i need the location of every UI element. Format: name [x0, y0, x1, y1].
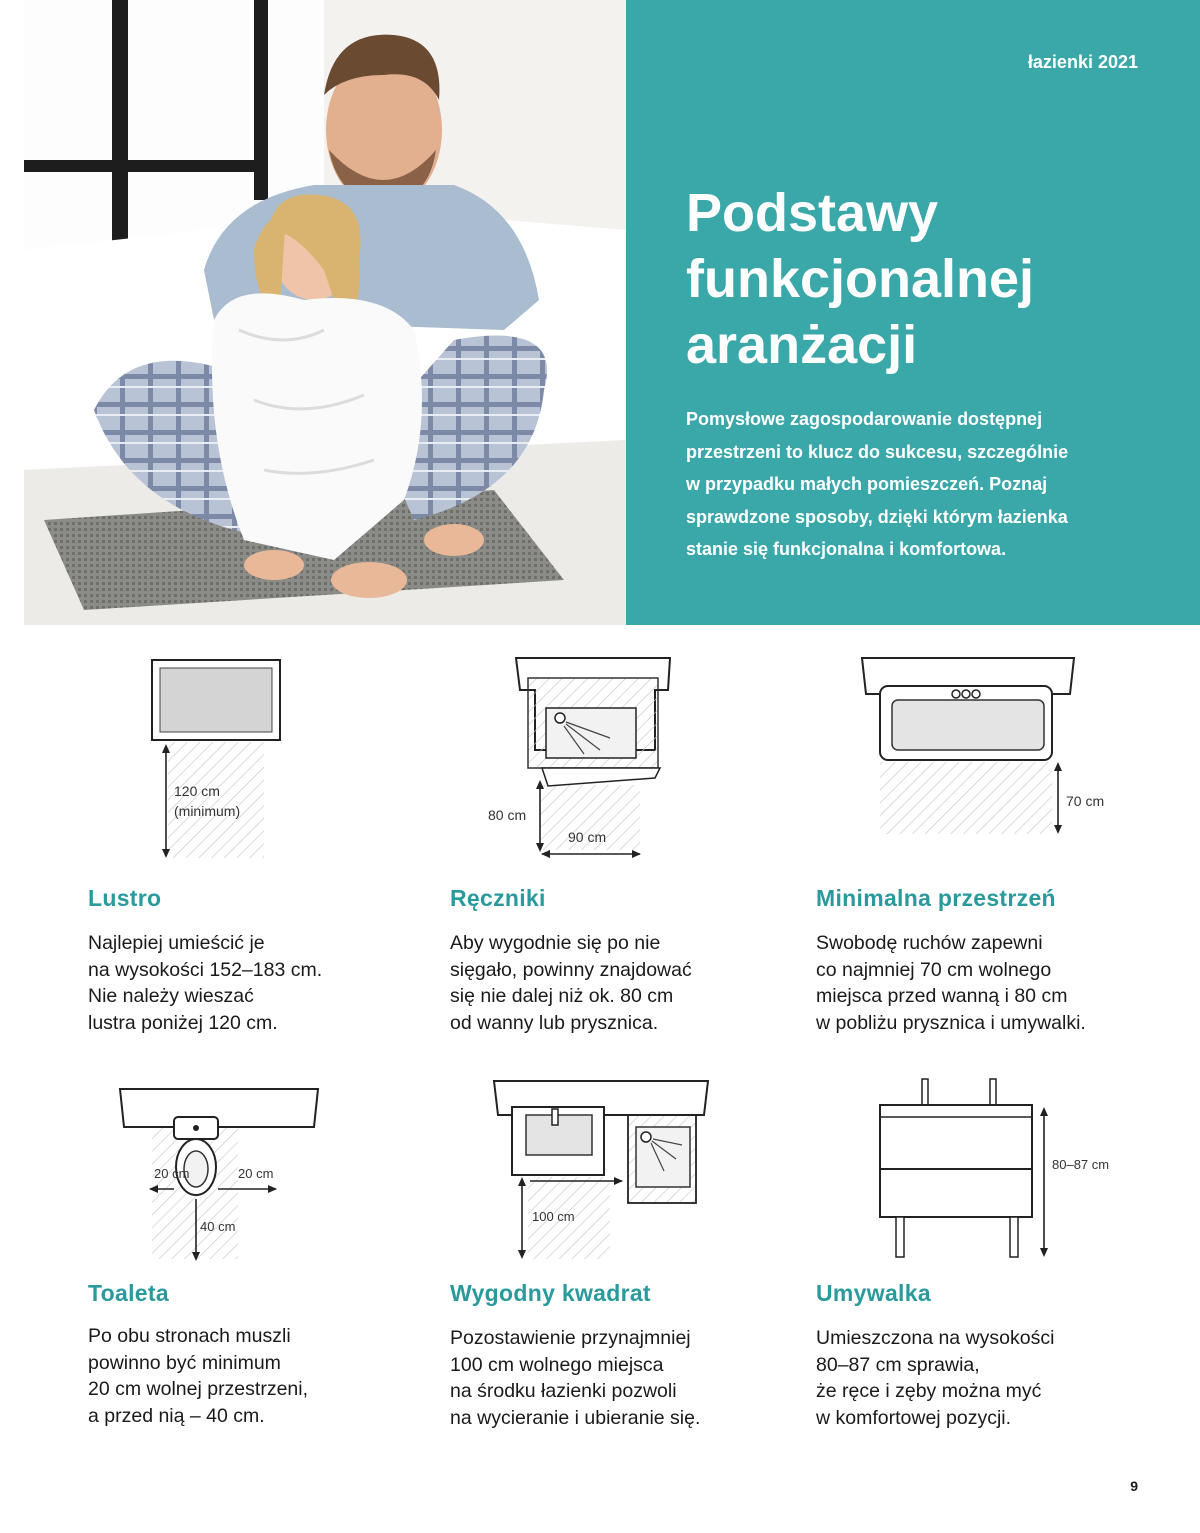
tip-washbasin — [816, 1075, 1156, 1455]
tip-line: Aby wygodnie się po nie — [450, 932, 661, 954]
hero-photo — [24, 0, 626, 625]
dimension-label: 20 cm — [154, 1166, 190, 1181]
lead-line: sprawdzone sposoby, dzięki którym łazienka — [686, 506, 1068, 527]
shower-head-icon — [641, 1132, 651, 1142]
tip-body — [816, 1325, 1054, 1431]
mirror-diagram — [88, 650, 428, 865]
bathtub-diagram — [816, 650, 1156, 865]
tip-body — [88, 930, 322, 1036]
tip-line: powinno być minimum — [88, 1351, 281, 1374]
towels-diagram — [450, 650, 790, 865]
intro-panel — [626, 0, 1200, 625]
tip-body — [816, 930, 1086, 1036]
tip-line: na wysokości 152–183 cm. — [88, 958, 323, 981]
tip-title: Wygodny kwadrat — [450, 1280, 651, 1306]
mirror-glass — [160, 668, 272, 732]
tip-line: miejsca przed wanną i 80 cm — [816, 985, 1068, 1007]
tip-line: co najmniej 70 cm wolnego — [816, 958, 1052, 981]
faucet-icon — [990, 1079, 996, 1105]
washbasin — [526, 1115, 592, 1155]
faucet-icon — [962, 690, 970, 698]
tip-line: w komfortowej pozycji. — [816, 1406, 1012, 1429]
tip-line: w pobliżu prysznica i umywalki. — [816, 1011, 1086, 1034]
tip-line: się nie dalej niż ok. 80 cm — [450, 985, 674, 1007]
dimension-label: 80–87 cm — [1052, 1157, 1110, 1172]
tip-line: lustra poniżej 120 cm. — [88, 1011, 278, 1034]
vanity-unit — [880, 1105, 1032, 1217]
tip-line: Nie należy wieszać — [88, 985, 254, 1007]
tip-line: od wanny lub prysznica. — [450, 1011, 659, 1034]
faucet-icon — [952, 690, 960, 698]
open-door — [542, 768, 660, 786]
tip-title: Umywalka — [816, 1280, 931, 1306]
tip-title: Lustro — [88, 885, 162, 911]
faucet-icon — [552, 1109, 558, 1125]
tip-title: Toaleta — [88, 1280, 169, 1306]
tip-line: na wycieranie i ubieranie się. — [450, 1406, 701, 1429]
tip-min-space — [816, 650, 1156, 1040]
tip-title: Ręczniki — [450, 885, 546, 911]
title-line: aranżacji — [686, 315, 918, 375]
father-daughter-illustration — [24, 0, 626, 625]
clearance-zone — [168, 742, 264, 858]
toilet-diagram — [88, 1075, 428, 1270]
tip-towels — [450, 650, 790, 1040]
tip-body — [450, 930, 692, 1036]
lead-line: Pomysłowe zagospodarowanie dostępnej — [686, 409, 1043, 429]
clearance-zone — [880, 762, 1052, 834]
tip-mirror — [88, 650, 428, 1040]
tip-title: Minimalna przestrzeń — [816, 885, 1056, 911]
tip-line: Swobodę ruchów zapewni — [816, 932, 1043, 954]
title-line: Podstawy — [686, 183, 939, 243]
tip-line: 20 cm wolnej przestrzeni, — [88, 1378, 309, 1400]
arrow-icon — [614, 1177, 623, 1185]
free-square-diagram — [450, 1075, 790, 1270]
faucet-icon — [972, 690, 980, 698]
lead-line: w przypadku małych pomieszczeń. Poznaj — [686, 474, 1048, 494]
dimension-label: (minimum) — [174, 803, 241, 819]
lead-line: stanie się funkcjonalna i komfortowa. — [686, 539, 1007, 559]
dimension-label: 100 cm — [532, 1209, 575, 1224]
faucet-icon — [922, 1079, 928, 1105]
tip-line: sięgało, powinny znajdować — [450, 958, 692, 981]
tip-line: a przed nią – 40 cm. — [88, 1404, 265, 1427]
washbasin-diagram — [816, 1075, 1156, 1270]
page-number: 9 — [1130, 1478, 1138, 1494]
tip-toilet — [88, 1075, 428, 1455]
tip-body — [450, 1325, 700, 1431]
dimension-label: 80 cm — [488, 807, 527, 823]
tip-line: Umieszczona na wysokości — [816, 1327, 1055, 1349]
dimension-label: 90 cm — [568, 829, 607, 845]
lead-line: przestrzeni to klucz do sukcesu, szczególnie — [686, 441, 1069, 462]
lead-paragraph — [686, 403, 1156, 566]
title-line: funkcjonalnej — [686, 249, 1035, 309]
arrow-icon — [268, 1185, 277, 1193]
dimension-label: 40 cm — [200, 1219, 236, 1234]
cabinet-leg — [1010, 1217, 1018, 1257]
cabinet-leg — [896, 1217, 904, 1257]
bathtub-basin — [892, 700, 1044, 750]
shower-head-icon — [555, 713, 565, 723]
dimension-label: 120 cm — [174, 783, 220, 799]
tip-body — [88, 1323, 308, 1429]
tip-line: że ręce i zęby można myć — [816, 1380, 1042, 1402]
tip-free-square — [450, 1075, 790, 1455]
tip-line: na środku łazienki pozwoli — [450, 1380, 677, 1402]
tip-line: Najlepiej umieścić je — [88, 932, 265, 954]
dimension-label: 20 cm — [238, 1166, 274, 1181]
dimension-label: 70 cm — [1066, 793, 1105, 809]
page-title — [686, 180, 1034, 378]
brand-label: łazienki 2021 — [1027, 52, 1138, 72]
tip-line: Po obu stronach muszli — [88, 1325, 291, 1347]
tip-line: 100 cm wolnego miejsca — [450, 1353, 664, 1376]
tip-line: Pozostawienie przynajmniej — [450, 1327, 691, 1349]
tip-line: 80–87 cm sprawia, — [816, 1353, 980, 1376]
